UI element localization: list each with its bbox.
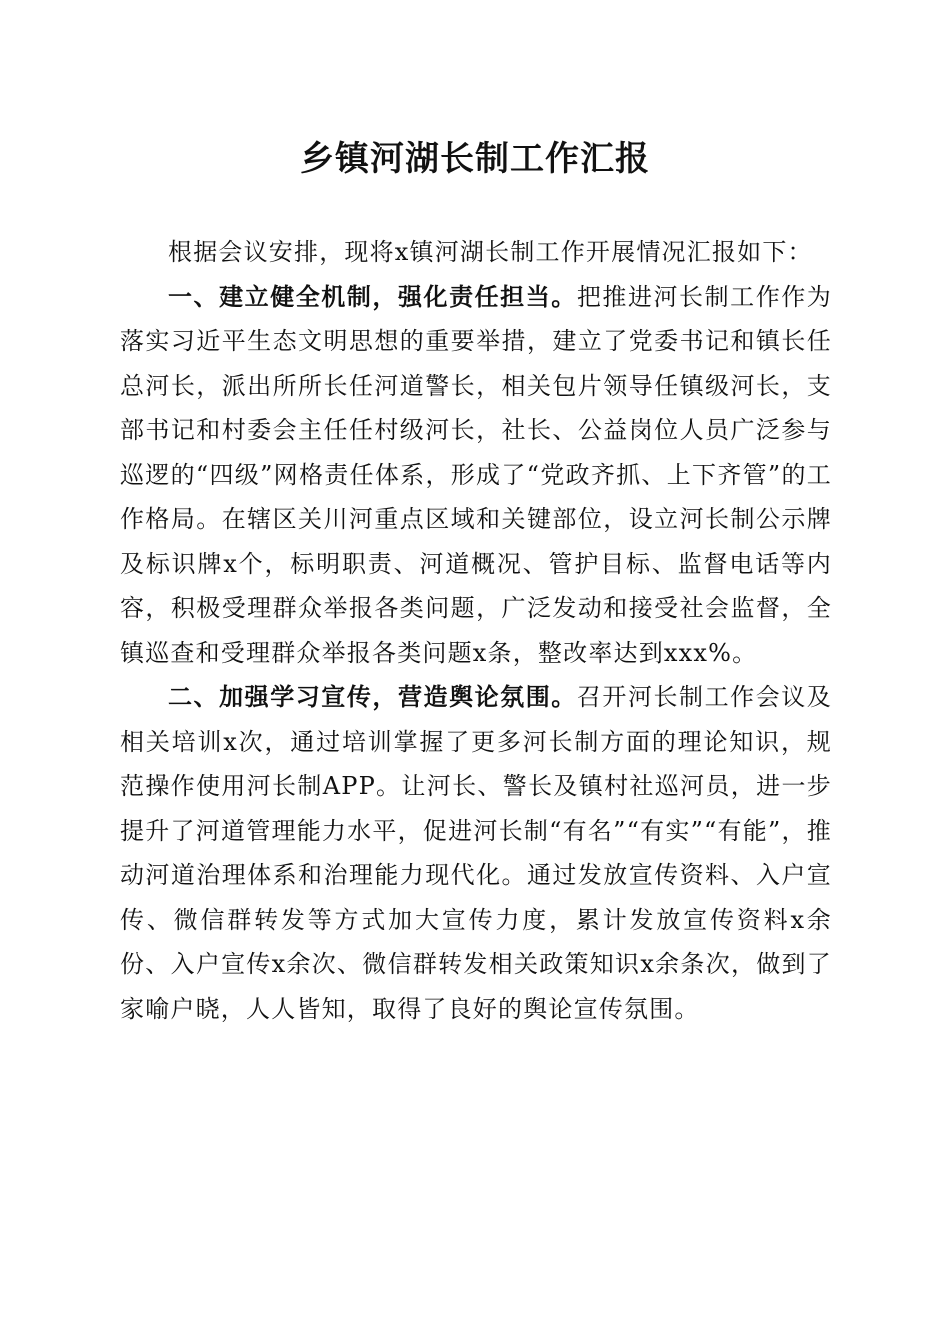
section-1-heading: 一、建立健全机制，强化责任担当。 [168,282,577,311]
section-2-paragraph [120,675,832,1031]
section-1-paragraph [120,275,832,676]
intro-paragraph: 根据会议安排，现将x镇河湖长制工作开展情况汇报如下： [168,238,813,266]
section-2-heading: 二、加强学习宣传，营造舆论氛围。 [168,683,577,711]
document-title: 乡镇河湖长制工作汇报 [300,139,650,179]
section-1-text: 把推进河长制工作作为落实习近平生态文明思想的重要举措，建立了党委书记和镇长任总河长，派出所所长任河道警长，相关包片领导任镇级河长，支部书记和村委会主任任村级河长，社长、公益岗位人员广泛参与巡逻的“四级”网格责任体系，形成了“党政齐抓、上下齐管”的工作格局。在辖区关川河重点区域和关键部位，设立河长制公示牌及标识牌x个，标明职责、河道概况、管护目标、监督电话等内容，积极受理群众举报各类问题，广泛发动和接受社会监督，全镇巡查和受理群众举报各类问题x条，整改率达到xxx%。 [120,282,833,667]
document-body [120,230,832,1031]
section-2-text: 召开河长制工作会议及相关培训x次，通过培训掌握了更多河长制方面的理论知识，规范操作使用河长制APP。让河长、警长及镇村社巡河员，进一步提升了河道管理能力水平，促进河长制“有名”“有实”“有能”，推动河道治理体系和治理能力现代化。通过发放宣传资料、入户宣传、微信群转发等方式加大宣传力度，累计发放宣传资料x余份、入户宣传x余次、微信群转发相关政策知识x余条次，做到了家喻户晓，人人皆知，取得了良好的舆论宣传氛围。 [120,683,833,1023]
